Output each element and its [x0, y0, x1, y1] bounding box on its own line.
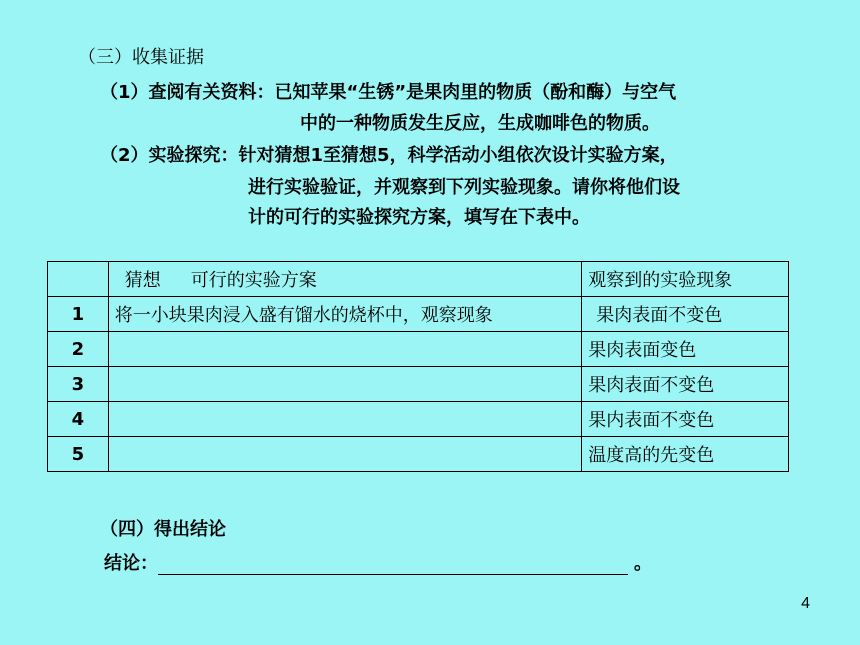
- header-plan-cell: [108, 262, 582, 297]
- experiment-table: [47, 261, 789, 472]
- header-obs-cell: 观察到的实验现象: [582, 262, 789, 297]
- row-plan: [108, 367, 582, 402]
- row-plan: 将一小块果肉浸入盛有馏水的烧杯中，观察现象: [108, 297, 582, 332]
- row-num: 2: [48, 332, 109, 367]
- row-num: 4: [48, 402, 109, 437]
- conclusion-label: 结论：: [104, 553, 158, 574]
- item-2-line-1: （2）实验探究：针对猜想1至猜想5，科学活动小组依次设计实验方案，: [100, 145, 678, 166]
- table-row: [48, 402, 789, 437]
- row-obs: 果内表面不变色: [582, 402, 789, 437]
- row-obs: 温度高的先变色: [582, 437, 789, 472]
- section-3-heading: （三）收集证据: [78, 47, 204, 68]
- table-row: [48, 437, 789, 472]
- item-2-line-3: 计的可行的实验探究方案，填写在下表中。: [248, 207, 590, 228]
- row-obs-text: 果肉表面不变色: [596, 305, 723, 326]
- header-num-cell: [48, 262, 109, 297]
- row-obs: [582, 297, 789, 332]
- item-1-text-1: （1）查阅有关资料：已知苹果“生锈”是果肉里的物质（酚和酶）与空气: [100, 82, 677, 103]
- row-num: 3: [48, 367, 109, 402]
- item-2-line-2: 进行实验验证，并观察到下列实验现象。请你将他们设: [248, 177, 680, 198]
- table-row: [48, 367, 789, 402]
- row-plan: [108, 402, 582, 437]
- row-num: 5: [48, 437, 109, 472]
- item-1-line-1: [100, 82, 676, 104]
- row-obs: 果肉表面不变色: [582, 367, 789, 402]
- row-num: 1: [48, 297, 109, 332]
- row-plan: [108, 437, 582, 472]
- conclusion-blank[interactable]: [158, 554, 628, 575]
- conclusion-end: 。: [634, 553, 652, 574]
- table-row: [48, 332, 789, 367]
- conclusion-line: [104, 553, 652, 575]
- row-obs: 果肉表面变色: [582, 332, 789, 367]
- table-header-row: [48, 262, 789, 297]
- row-plan: [108, 332, 582, 367]
- header-plan: 可行的实验方案: [190, 270, 317, 291]
- header-guess: 猜想: [124, 270, 161, 291]
- section-4-heading: （四）得出结论: [100, 519, 226, 540]
- table-row: [48, 297, 789, 332]
- item-1-line-2: 中的一种物质发生反应，生成咖啡色的物质。: [300, 113, 660, 134]
- page-number: 4: [801, 595, 810, 612]
